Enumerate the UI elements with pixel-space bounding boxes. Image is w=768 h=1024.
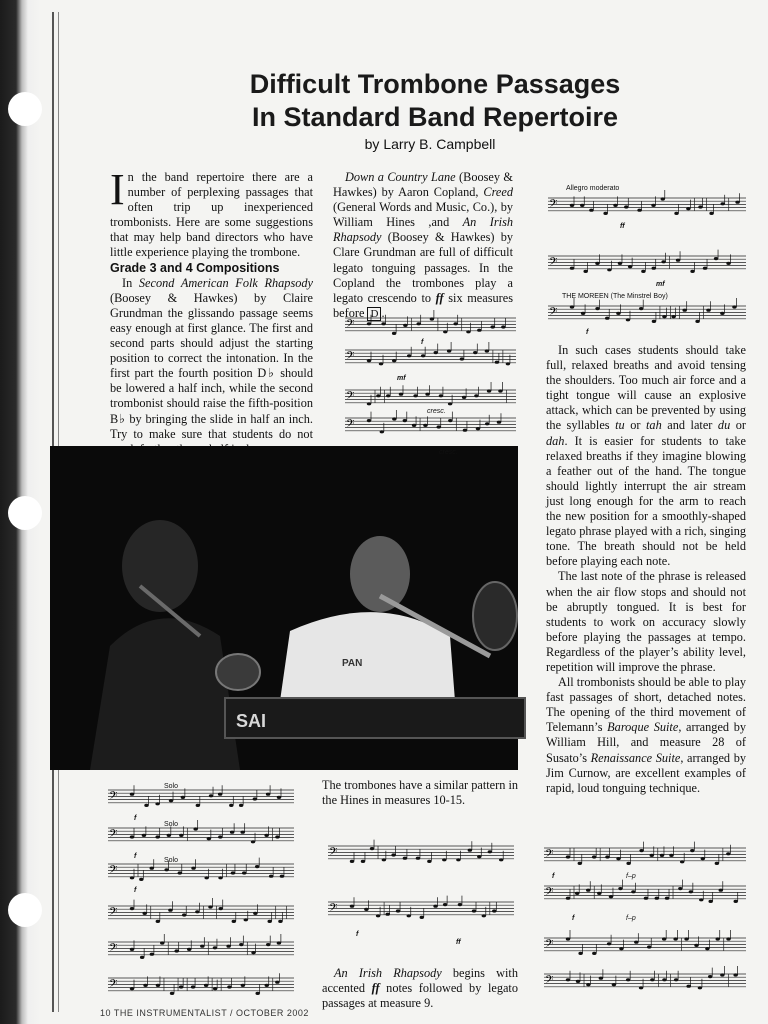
shirt-logo-text: PAN bbox=[342, 658, 363, 669]
music-staff bbox=[108, 858, 294, 881]
text-run: notes followed by legato passages at measure 9. bbox=[322, 981, 518, 1010]
page-footer: 10 THE INSTRUMENTALIST / OCTOBER 2002 bbox=[100, 1008, 309, 1018]
music-staff bbox=[548, 250, 746, 273]
dynamic-f-8: f bbox=[572, 915, 575, 922]
music-example-allegro bbox=[546, 180, 748, 336]
music-staff bbox=[108, 973, 294, 995]
trombonists-photo bbox=[50, 446, 518, 770]
svg-text:𝄢: 𝄢 bbox=[346, 318, 355, 333]
music-stand-label: SAI bbox=[236, 711, 267, 731]
cresc-marking: cresc. bbox=[427, 408, 446, 415]
svg-text:𝄢: 𝄢 bbox=[346, 390, 355, 405]
caption-irish-rhapsody bbox=[322, 966, 518, 1011]
music-staff bbox=[345, 310, 516, 335]
music-staff bbox=[108, 898, 294, 923]
text-run: (Boosey & Hawkes) by Aaron Copland, bbox=[333, 170, 513, 200]
svg-text:𝄢: 𝄢 bbox=[109, 864, 118, 879]
article-column-3 bbox=[546, 343, 746, 796]
music-staff bbox=[548, 190, 746, 215]
dynamic-marking: ff bbox=[435, 290, 444, 305]
syllable: tu bbox=[615, 418, 625, 433]
folk-rhapsody-paragraph bbox=[110, 276, 313, 457]
svg-text:𝄢: 𝄢 bbox=[109, 906, 118, 921]
music-staff bbox=[544, 880, 746, 903]
article-column-1 bbox=[110, 165, 313, 457]
text-run: (Boosey & Hawkes) by Claire Grundman the glissando passage seems easy enough at first glance. The first and second parts should adjust the starting position to correct the intonation. In the first part the fourth position D♭ should be lowered a half inch, while the second trombonist should raise the fifth-position B♭ by bringing the slide in half an inch. Try to make sure that students do not bbox=[110, 290, 313, 441]
dynamic-ff: ff bbox=[620, 223, 625, 230]
work-title: Second American Folk Rhapsody bbox=[138, 275, 313, 290]
text-run: or bbox=[624, 418, 647, 433]
dynamic-f: f bbox=[421, 339, 424, 346]
music-staff bbox=[345, 382, 516, 405]
caption-hines: The trombones have a similar pattern in the Hines in measures 10-15. bbox=[322, 778, 519, 807]
music-staff bbox=[108, 820, 294, 843]
text-run: (General Words and Music, Co.), by William Hines ,and bbox=[333, 200, 513, 230]
intro-paragraph: n the band repertoire there are a number of perplexing passages that often trip up inexperienced trombonists. Here are some suggestions that may help band directors who have little experience playing the trombone. bbox=[110, 170, 313, 260]
text-run: In such cases students should take full, relaxed breaths and avoid tensing the shoulders. Too much air force and a tight tongue will cause an explosive attack, which can be prevented by using the syllables bbox=[546, 343, 746, 433]
article-title-line-1: Difficult Trombone Passages bbox=[249, 69, 621, 99]
svg-text:𝄢: 𝄢 bbox=[549, 198, 558, 213]
music-staff bbox=[548, 298, 746, 323]
article-title-line-2: In Standard Band Repertoire bbox=[251, 102, 619, 132]
music-example-copland bbox=[343, 312, 518, 462]
music-example-telemann-susato bbox=[542, 840, 748, 1010]
punch-hole-bottom bbox=[8, 893, 42, 927]
text-run: and later bbox=[661, 418, 718, 433]
music-staff bbox=[544, 930, 746, 955]
section-heading-grade-3-4: Grade 3 and 4 Compositions bbox=[110, 260, 280, 275]
music-staff bbox=[544, 842, 746, 865]
syllable: du bbox=[717, 418, 731, 433]
punch-hole-middle bbox=[8, 496, 42, 530]
music-staff bbox=[108, 785, 294, 807]
solo-marking-1: Solo bbox=[164, 783, 179, 790]
music-staff bbox=[328, 896, 514, 919]
dynamic-mf: mf bbox=[397, 375, 406, 382]
svg-text:𝄢: 𝄢 bbox=[109, 978, 118, 993]
svg-text:𝄢: 𝄢 bbox=[346, 350, 355, 365]
solo-marking-3: Solo bbox=[164, 857, 179, 864]
rehearsal-mark: D bbox=[367, 307, 381, 321]
dynamic-f-7: f bbox=[552, 873, 555, 880]
dynamic-fp-2: f–p bbox=[626, 915, 636, 922]
solo-marking-2: Solo bbox=[164, 821, 179, 828]
dynamic-f-4: f bbox=[134, 853, 137, 860]
svg-text:𝄢: 𝄢 bbox=[346, 418, 355, 433]
work-title: Creed bbox=[483, 185, 513, 200]
cresc-marking-2: cresc. bbox=[439, 449, 458, 456]
text-run: begins with accented bbox=[322, 966, 518, 995]
work-title: An Irish Rhapsody bbox=[333, 215, 514, 245]
release-paragraph: The last note of the phrase is released when the air flow stops and should not be abruptly tongued. It is best for students to work on accuracy slowly before playing the passages at tempo. Regardless of the player’s ability level, repetition will improve the phrase. bbox=[546, 569, 746, 674]
work-title: Baroque Suite bbox=[607, 720, 679, 735]
dynamic-fp-1: f–p bbox=[626, 873, 636, 880]
music-staff bbox=[544, 966, 746, 989]
svg-text:𝄢: 𝄢 bbox=[545, 848, 554, 863]
dynamic-f-3: f bbox=[134, 815, 137, 822]
work-title: An Irish Rhapsody bbox=[334, 966, 442, 980]
text-run: . bbox=[381, 305, 385, 320]
svg-text:𝄢: 𝄢 bbox=[545, 974, 554, 989]
text-run: . It is easier for students to take relaxed breaths if they imagine blowing a feather out of the hand. The tongue should lightly interrupt the air stream just long enough for the arm to reach the new position for a smoothly-shaped legato phrase played with a rich, singing tone. The breath should not be held before playing each note. bbox=[546, 433, 746, 569]
syllable: tah bbox=[646, 418, 662, 433]
dynamic-ff-2: ff bbox=[456, 939, 461, 946]
copland-paragraph bbox=[333, 170, 513, 322]
tonguing-paragraph bbox=[546, 675, 746, 796]
svg-text:𝄢: 𝄢 bbox=[109, 828, 118, 843]
dynamic-f-2: f bbox=[586, 329, 589, 336]
music-example-folk-rhapsody bbox=[106, 780, 296, 1004]
tempo-marking: Allegro moderato bbox=[566, 185, 620, 192]
text-run: All trombonists should be able to play fast passages of short, detached notes. The opening of the third movement of Telemann’s bbox=[546, 675, 746, 735]
text-run: six measures before bbox=[333, 290, 513, 320]
moreen-title: THE MOREEN (The Minstrel Boy) bbox=[562, 293, 668, 300]
svg-text:𝄢: 𝄢 bbox=[109, 790, 118, 805]
svg-text:𝄢: 𝄢 bbox=[329, 846, 338, 861]
svg-text:𝄢: 𝄢 bbox=[545, 886, 554, 901]
text-run: (Boosey & Hawkes) by Clare Grundman are full of difficult legato tonguing passages. In the Copland the trombones play a legato crescendo to bbox=[333, 230, 513, 305]
punch-hole-top bbox=[8, 92, 42, 126]
dynamic-marking: ff bbox=[371, 981, 380, 995]
article-column-2 bbox=[333, 170, 513, 322]
text-run: , arranged by William Hill, and measure 28 of Susato’s bbox=[546, 720, 746, 765]
article-byline: by Larry B. Campbell bbox=[364, 136, 496, 152]
breathing-paragraph bbox=[546, 343, 746, 569]
text-run: In bbox=[122, 275, 139, 290]
svg-text:𝄢: 𝄢 bbox=[109, 942, 118, 957]
dynamic-f-6: f bbox=[356, 931, 359, 938]
dynamic-f-5: f bbox=[134, 887, 137, 894]
dynamic-mf-2: mf bbox=[656, 281, 665, 288]
music-staff bbox=[108, 934, 294, 959]
music-example-hines bbox=[326, 826, 516, 956]
svg-text:𝄢: 𝄢 bbox=[329, 902, 338, 917]
svg-text:𝄢: 𝄢 bbox=[549, 256, 558, 271]
music-staff bbox=[328, 840, 514, 863]
music-staff bbox=[345, 342, 516, 365]
svg-text:𝄢: 𝄢 bbox=[549, 306, 558, 321]
drop-cap: I bbox=[110, 165, 125, 214]
svg-text:𝄢: 𝄢 bbox=[545, 938, 554, 953]
syllable: dah bbox=[546, 433, 565, 448]
work-title: Down a Country Lane bbox=[345, 170, 456, 184]
text-run: or bbox=[730, 418, 746, 433]
work-title: Renaissance Suite bbox=[590, 750, 681, 765]
text-run: , arranged by Jim Curnow, are excellent examples of rapid, loud tonguing technique. bbox=[546, 750, 746, 795]
